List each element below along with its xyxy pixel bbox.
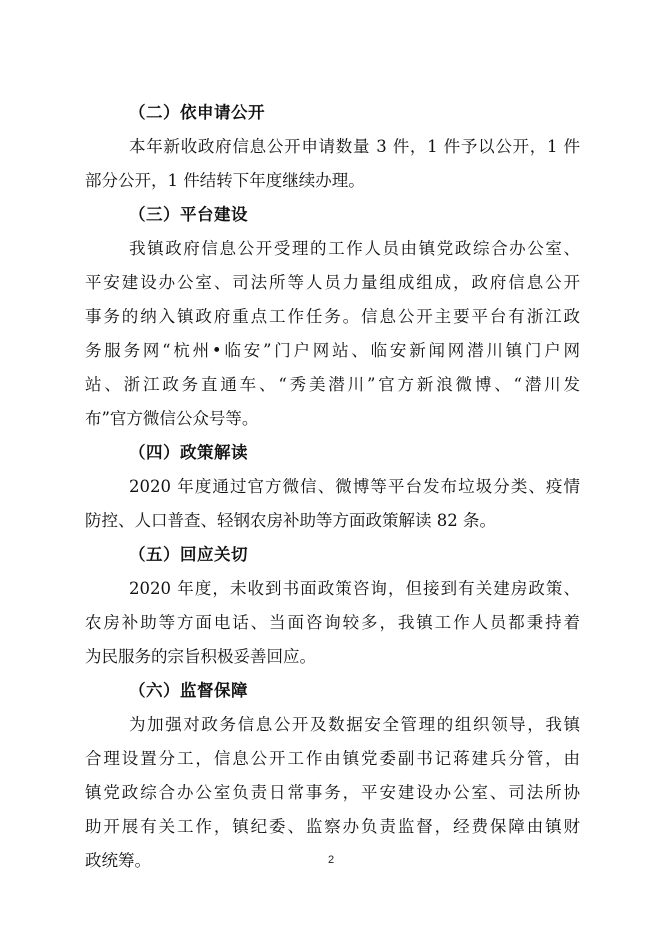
paragraph-line: 2020 年度，未收到书面政策咨询，但接到有关建房政策、 xyxy=(129,579,580,598)
paragraph-line: 本年新收政府信息公开申请数量 3 件，1 件予以公开，1 件 xyxy=(129,137,580,156)
paragraph-line: 防控、人口普查、轻钢农房补助等方面政策解读 82 条。 xyxy=(85,511,496,530)
paragraph-line: 部分公开，1 件结转下年度继续办理。 xyxy=(85,171,365,190)
paragraph-line: 农房补助等方面电话、当面咨询较多，我镇工作人员都秉持着 xyxy=(85,613,580,632)
paragraph-line: 我镇政府信息公开受理的工作人员由镇党政综合办公室、 xyxy=(129,239,580,258)
paragraph-line: 平安建设办公室、司法所等人员力量组成组成，政府信息公开 xyxy=(85,273,580,292)
paragraph-line: 合理设置分工，信息公开工作由镇党委副书记蒋建兵分管，由 xyxy=(85,749,580,768)
paragraph-line: 助开展有关工作，镇纪委、监察办负责监督，经费保障由镇财 xyxy=(85,817,580,836)
paragraph-line: 站、浙江政务直通车、“秀美潜川”官方新浪微博、“潜川发 xyxy=(85,375,580,394)
section-heading-responding-concerns: （五）回应关切 xyxy=(129,545,248,564)
paragraph-line: 布”官方微信公众号等。 xyxy=(85,409,259,428)
section-paragraph-policy-interpretation xyxy=(85,470,580,538)
paragraph-line: 为民服务的宗旨积极妥善回应。 xyxy=(85,647,316,666)
section-heading-platform-construction: （三）平台建设 xyxy=(129,205,248,224)
section-heading-application-disclosure: （二）依申请公开 xyxy=(129,103,265,122)
paragraph-line: 镇党政综合办公室负责日常事务，平安建设办公室、司法所协 xyxy=(85,783,580,802)
paragraph-line: 事务的纳入镇政府重点工作任务。信息公开主要平台有浙江政 xyxy=(85,307,580,326)
section-paragraph-supervision-guarantee xyxy=(85,708,580,878)
section-heading-supervision-guarantee: （六）监督保障 xyxy=(129,681,248,700)
section-heading-policy-interpretation: （四）政策解读 xyxy=(129,443,248,462)
paragraph-line: 2020 年度通过官方微信、微博等平台发布垃圾分类、疫情 xyxy=(129,477,580,496)
paragraph-line: 为加强对政务信息公开及数据安全管理的组织领导，我镇 xyxy=(129,715,580,734)
section-paragraph-platform-construction xyxy=(85,232,580,436)
page-number: 2 xyxy=(327,854,335,866)
section-paragraph-responding-concerns xyxy=(85,572,580,674)
paragraph-line: 政统筹。 xyxy=(85,851,151,870)
section-paragraph-application-disclosure xyxy=(85,130,580,198)
paragraph-line: 务服务网“杭州•临安”门户网站、临安新闻网潜川镇门户网 xyxy=(85,341,580,360)
document-body xyxy=(85,96,580,878)
